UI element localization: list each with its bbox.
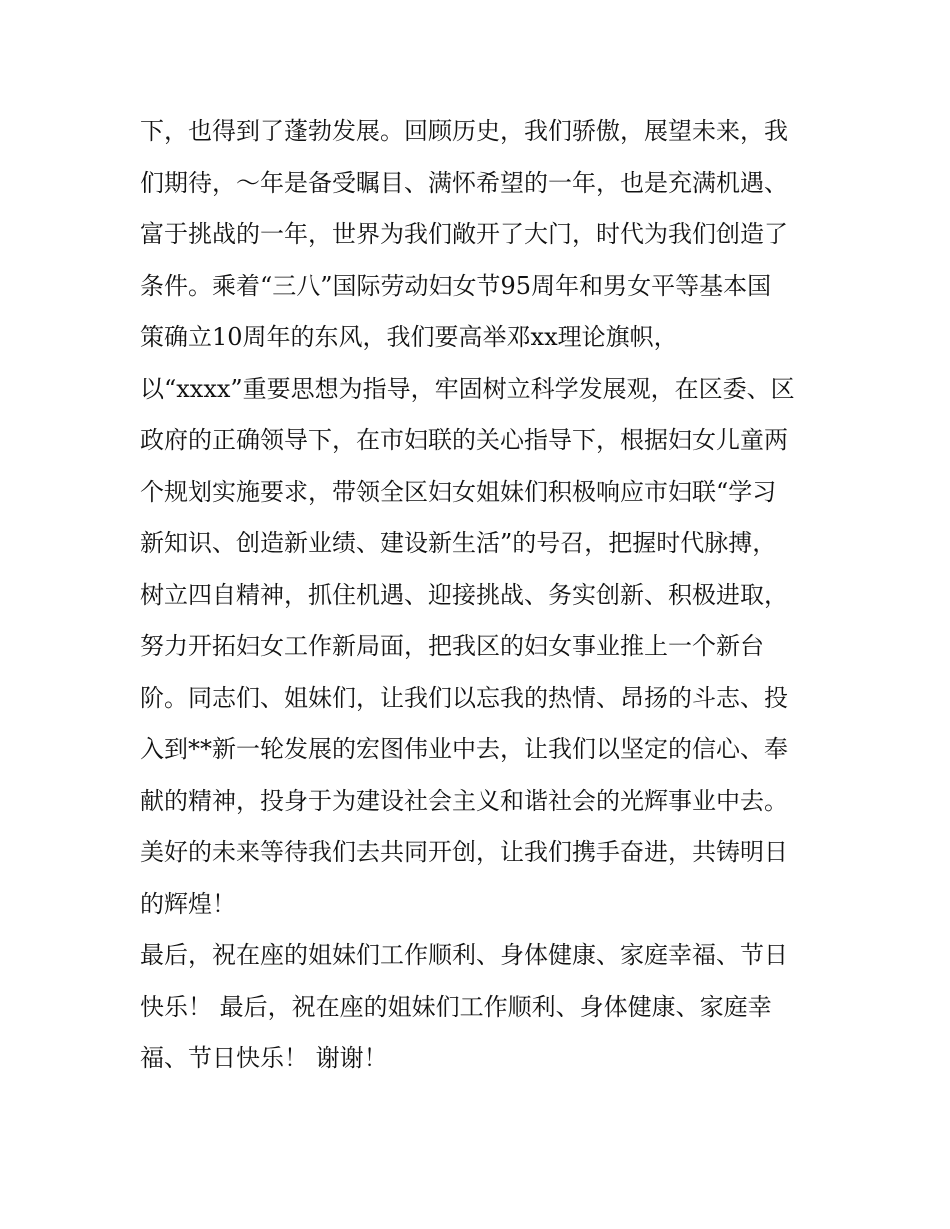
text-line: 政府的正确领导下，在市妇联的关心指导下，根据妇女儿童两 [140, 426, 788, 454]
text-line: 献的精神，投身于为建设社会主义和谐社会的光辉事业中去。 [140, 786, 788, 815]
text-line: 新知识、创造新业绩、建设新生活”的号召，把握时代脉搏， [140, 529, 777, 557]
text-line: 策确立10周年的东风，我们要高举邓xx理论旗帜， [140, 323, 678, 351]
text-line: 入到**新一轮发展的宏图伟业中去，让我们以坚定的信心、奉 [140, 735, 788, 763]
text-line: 的辉煌！ [140, 889, 236, 918]
text-line: 以“xxxx”重要思想为指导，牢固树立科学发展观，在区委、区 [140, 374, 795, 403]
document-body [140, 106, 830, 1085]
text-line: 个规划实施要求，带领全区妇女姐妹们积极响应市妇联“学习 [140, 477, 777, 506]
text-line: 条件。乘着“三八”国际劳动妇女节95周年和男女平等基本国 [140, 271, 772, 300]
text-line: 阶。同志们、姐妹们，让我们以忘我的热情、昂扬的斗志、投 [140, 683, 788, 712]
text-line: 美好的未来等待我们去共同开创，让我们携手奋进，共铸明日 [140, 838, 788, 866]
text-line: 最后，祝在座的姐妹们工作顺利、身体健康、家庭幸福、节日 [140, 941, 788, 969]
text-line: 快乐！ 最后，祝在座的姐妹们工作顺利、身体健康、家庭幸 [140, 992, 772, 1021]
text-line: 富于挑战的一年，世界为我们敞开了大门，时代为我们创造了 [140, 220, 788, 248]
text-line: 们期待，～年是备受瞩目、满怀希望的一年，也是充满机遇、 [140, 168, 788, 197]
text-line: 努力开拓妇女工作新局面，把我区的妇女事业推上一个新台 [140, 632, 764, 660]
text-line: 下，也得到了蓬勃发展。回顾历史，我们骄傲，展望未来，我 [140, 117, 788, 145]
text-line: 福、节日快乐！ 谢谢！ [140, 1044, 388, 1072]
text-line: 树立四自精神，抓住机遇、迎接挑战、务实创新、积极进取， [140, 580, 788, 609]
